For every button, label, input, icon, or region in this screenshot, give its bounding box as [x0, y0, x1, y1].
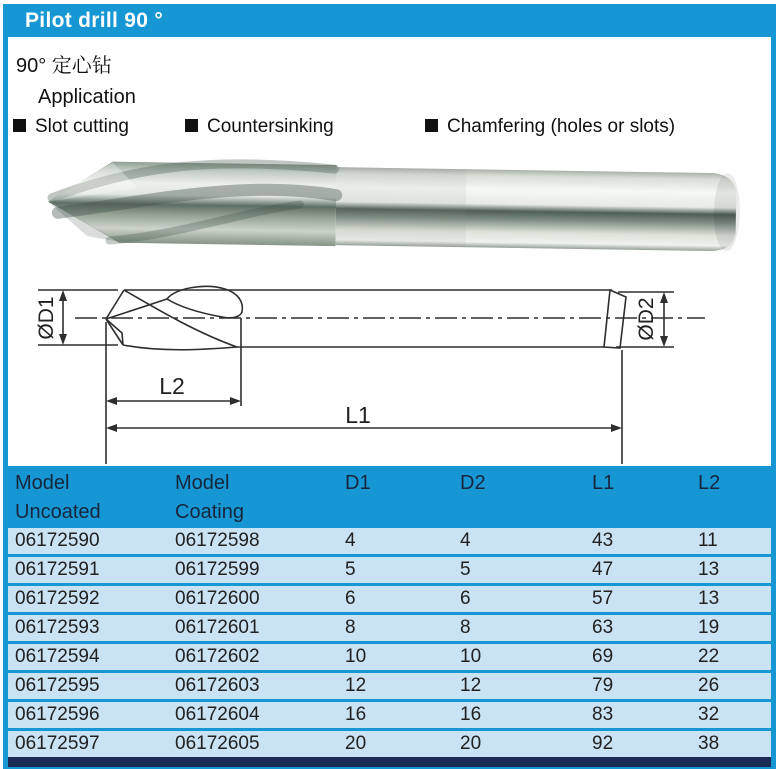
application-heading: Application: [38, 86, 136, 108]
table-cell: 10: [345, 646, 367, 667]
table-cell: 06172591: [15, 559, 100, 580]
table-cell: 06172595: [15, 675, 100, 696]
table-cell: 5: [460, 559, 471, 580]
table-row: [8, 557, 771, 583]
column-header-l1: L1: [592, 472, 615, 494]
flute-shank-transition: [335, 167, 466, 247]
table-cell: 4: [345, 530, 356, 551]
table-cell: 20: [345, 733, 367, 754]
table-cell: 06172604: [175, 704, 260, 725]
bullet-square-icon: [425, 119, 438, 132]
application-item-chamfering: [425, 116, 675, 140]
table-cell: 43: [592, 530, 614, 551]
column-header-d2: D2: [460, 472, 486, 494]
table-row: [8, 644, 771, 670]
column-header-model-coating: Model Coating: [175, 472, 244, 523]
table-cell: 6: [345, 588, 356, 609]
footer-bar: [8, 757, 771, 767]
application-item-label: Chamfering (holes or slots): [447, 116, 676, 137]
table-cell: 4: [460, 530, 471, 551]
table-cell: 06172600: [175, 588, 260, 609]
table-cell: 8: [345, 617, 356, 638]
application-item-label: Slot cutting: [35, 116, 129, 137]
table-row: [8, 615, 771, 641]
table-cell: 06172605: [175, 733, 260, 754]
table-cell: 19: [698, 617, 720, 638]
diagram-l2-label: L2: [159, 373, 185, 399]
subtitle-chinese: 90° 定心钻: [16, 55, 112, 77]
table-cell: 5: [345, 559, 356, 580]
table-cell: 69: [592, 646, 614, 667]
table-cell: 16: [460, 704, 482, 725]
table-cell: 63: [592, 617, 614, 638]
table-cell: 47: [592, 559, 614, 580]
table-cell: 20: [460, 733, 482, 754]
bullet-square-icon: [185, 119, 198, 132]
table-cell: 10: [460, 646, 482, 667]
table-cell: 06172602: [175, 646, 260, 667]
table-cell: 13: [698, 559, 720, 580]
table-cell: 12: [345, 675, 367, 696]
table-cell: 06172599: [175, 559, 260, 580]
table-row: [8, 528, 771, 554]
page-title-bar: [3, 4, 776, 37]
table-cell: 06172592: [15, 588, 100, 609]
drill-photo: [0, 150, 779, 275]
diagram-l1-label: L1: [345, 402, 371, 428]
application-item-label: Countersinking: [207, 116, 334, 137]
diagram-d1-label: ØD1: [35, 296, 58, 340]
table-cell: 06172594: [15, 646, 100, 667]
table-cell: 79: [592, 675, 614, 696]
table-cell: 8: [460, 617, 471, 638]
column-header-model-uncoated: Model Uncoated: [15, 472, 101, 523]
table-cell: 92: [592, 733, 614, 754]
table-cell: 13: [698, 588, 720, 609]
table-row: [8, 586, 771, 612]
bullet-square-icon: [13, 119, 26, 132]
table-cell: 57: [592, 588, 614, 609]
column-header-l2: L2: [698, 472, 721, 494]
table-row: [8, 702, 771, 728]
table-cell: 06172598: [175, 530, 260, 551]
table-cell: 06172596: [15, 704, 100, 725]
table-cell: 12: [460, 675, 482, 696]
table-cell: 06172603: [175, 675, 260, 696]
table-cell: 83: [592, 704, 614, 725]
table-row: [8, 673, 771, 699]
table-cell: 32: [698, 704, 720, 725]
table-cell: 06172597: [15, 733, 100, 754]
table-cell: 06172593: [15, 617, 100, 638]
table-cell: 26: [698, 675, 720, 696]
page-title: Pilot drill 90 °: [25, 9, 164, 32]
table-cell: 22: [698, 646, 720, 667]
table-cell: 38: [698, 733, 720, 754]
column-header-d1: D1: [345, 472, 371, 494]
table-cell: 16: [345, 704, 367, 725]
table-cell: 6: [460, 588, 471, 609]
table-cell: 06172590: [15, 530, 100, 551]
drill-photo-group: [47, 161, 740, 253]
diagram-d2-label: ØD2: [635, 297, 658, 341]
table-header-row: [8, 466, 771, 526]
spec-table: [8, 466, 771, 757]
application-item-countersinking: [185, 116, 334, 140]
table-cell: 06172601: [175, 617, 260, 638]
table-body: [8, 528, 771, 757]
table-row: [8, 731, 771, 757]
application-item-slot-cutting: [13, 116, 129, 140]
drill-diagram: [0, 275, 779, 466]
table-cell: 11: [698, 530, 718, 551]
